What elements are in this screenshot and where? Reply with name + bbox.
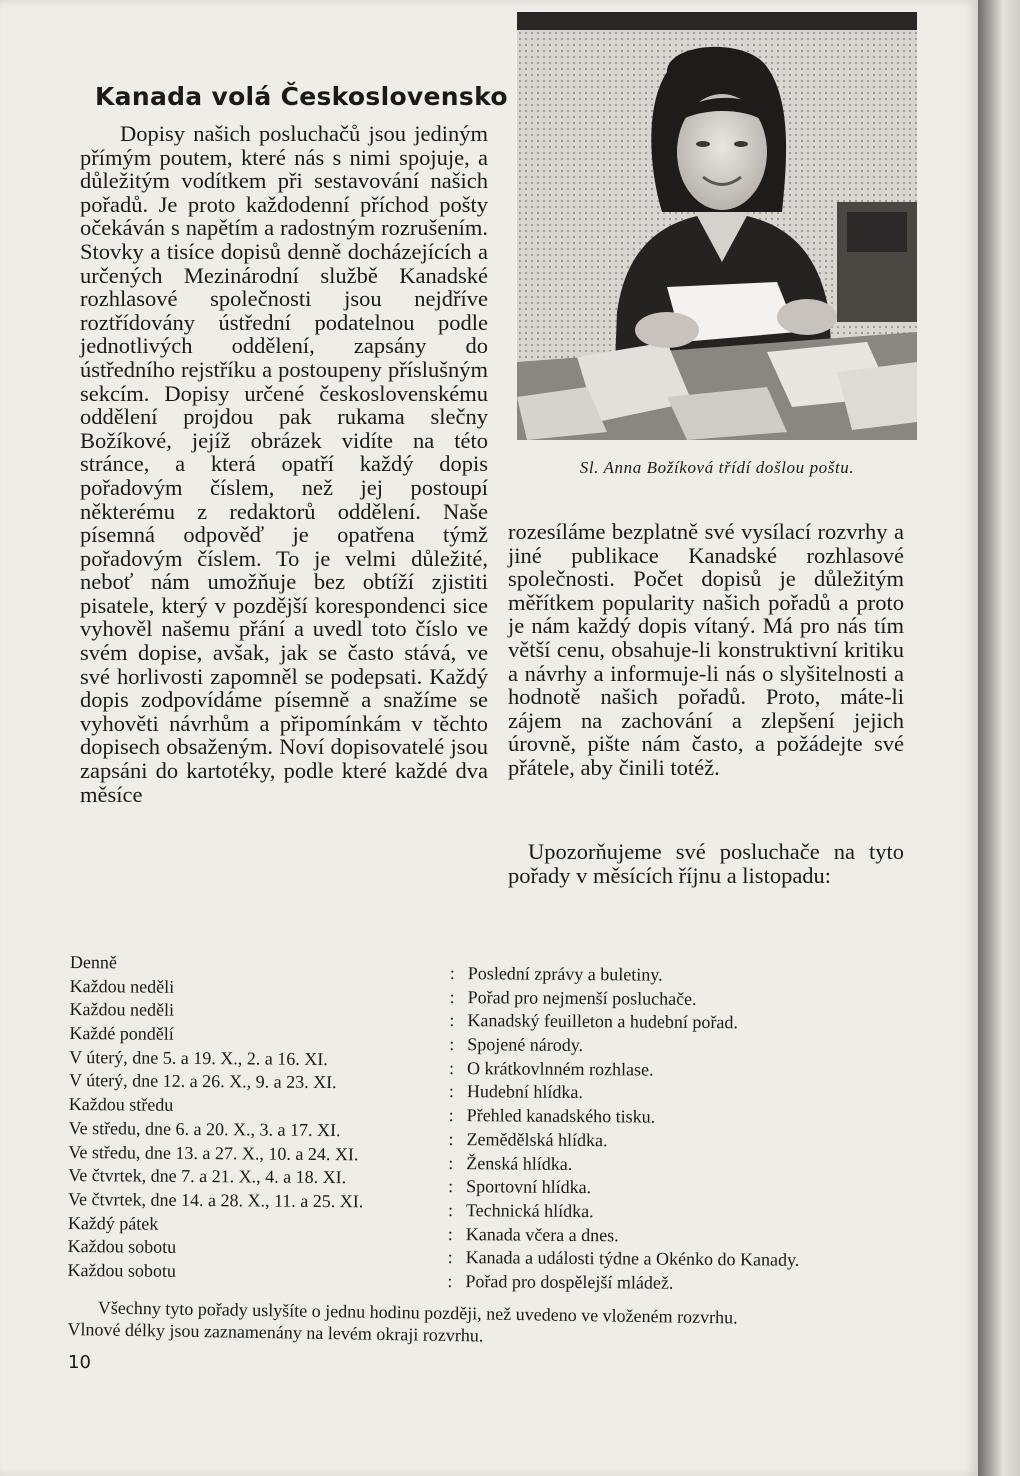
program-schedule xyxy=(67,952,910,1293)
schedule-separator: : xyxy=(447,1223,453,1244)
schedule-day: Každou neděli xyxy=(69,975,175,997)
schedule-separator: : xyxy=(448,1152,454,1173)
schedule-program: Poslední zprávy a buletiny. xyxy=(467,963,663,985)
page-number: 10 xyxy=(68,1352,91,1373)
schedule-separator: : xyxy=(448,1128,454,1149)
schedule-program: Pořad pro dospělejší mládež. xyxy=(465,1271,674,1293)
schedule-separator: : xyxy=(447,1270,453,1291)
schedule-program: Zemědělská hlídka. xyxy=(466,1128,608,1151)
schedule-separator: : xyxy=(447,1247,453,1268)
schedule-program: Přehled kanadského tisku. xyxy=(466,1105,656,1127)
schedule-day: Ve čtvrtek, dne 14. a 28. X., 11. a 25. XI. xyxy=(67,1188,364,1212)
schedule-program: Spojené národy. xyxy=(467,1034,584,1056)
photo-caption: Sl. Anna Božíková třídí došlou poštu. xyxy=(579,458,855,477)
footnote xyxy=(67,1296,898,1353)
article-body-right-notice: Upozorňujeme své posluchače na tyto pořady v měsících říjnu a listopadu: xyxy=(508,839,904,888)
schedule-program: Kanada a události týdne a Okénko do Kanady. xyxy=(465,1247,800,1270)
schedule-day: Každý pátek xyxy=(67,1212,159,1234)
schedule-day: Každé pondělí xyxy=(69,1023,174,1044)
schedule-day: Ve středu, dne 13. a 27. X., 10. a 24. XI. xyxy=(68,1141,359,1164)
footnote-line: Všechny tyto pořady uslyšíte o jednu hodinu později, než uvedeno ve vloženém rozvrhu. xyxy=(97,1297,738,1328)
schedule-day: Ve čtvrtek, dne 7. a 21. X., 4. a 18. XI. xyxy=(68,1165,347,1188)
schedule-program: Pořad pro nejmenší posluchače. xyxy=(467,986,697,1009)
schedule-program: Kanada včera a dnes. xyxy=(465,1223,619,1245)
article-title: Kanada volá Československo xyxy=(95,82,508,111)
schedule-day: Každou sobotu xyxy=(67,1236,177,1258)
schedule-program: Ženská hlídka. xyxy=(466,1152,573,1174)
schedule-separator: : xyxy=(448,1176,454,1197)
schedule-day: Každou neděli xyxy=(69,999,175,1021)
schedule-separator: : xyxy=(449,1010,455,1031)
schedule-separator: : xyxy=(449,1034,455,1055)
schedule-separator: : xyxy=(449,962,455,984)
schedule-program: Technická hlídka. xyxy=(465,1199,594,1221)
article-body-left: Dopisy našich posluchačů jsou jediným přímým poutem, které nás s nimi spojuje, a důležitým vodítkem při sestavování našich pořadů. Je proto každodenní příchod pošty očekáván s napětím a radostným rozrušením. Stovky a tisíce dopisů denně docházejících a určených Mezinárodní službě Kanadské rozhlasové společnosti jsou nejdříve roztřídovány ústřední podatelnou podle jednotlivých oddělení, zapsány do ústředního rejstříku a postoupeny příslušným sekcím. Dopisy určené československému oddělení projdou pak rukama slečny Božíkové, jejíž obrázek vidíte na této stránce, a která opatří každý dopis pořadovým číslem, než jej postoupí některému z redaktorů oddělení. Naše písemná odpověď je opatřena týmž pořadovým číslem. To je velmi důležité, neboť nám umožňuje bez obtíží zjistiti pisatele, který v pozdější korespondenci sice vyhověl našemu přání a uvedl toto číslo ve svém dopise, avšak, jak se často stává, ve své horlivosti zapomněl se podepsati. Každý dopis zodpovídáme písemně a snažíme se vyhověti návrhům a připomínkám v těchto dopisech obsaženým. Noví dopisovatelé jsou zapsáni do kartotéky, podle které každé dva měsíce xyxy=(80,121,488,807)
schedule-separator: : xyxy=(448,1105,454,1126)
schedule-program: Sportovní hlídka. xyxy=(466,1176,592,1198)
article-body-right: rozesíláme bezplatně své vysílací rozvrhy a jiné publikace Kanadské rozhlasové společnosti. Počet dopisů je důležitým měřítkem popularity našich pořadů a proto je nám každý dopis vítaný. Má pro nás tím větší cenu, obsahuje-li konstruktivní kritiku a návrhy a informuje-li nás o slyšitelnosti a hodnotě našich pořadů. Proto, máte-li zájem na zachování a zlepšení jejich úrovně, pište nám často, a požádejte své přátele, aby činili totéž. xyxy=(508,519,904,780)
adjacent-page-edge xyxy=(978,0,1020,1476)
schedule-separator: : xyxy=(448,1081,455,1102)
schedule-day: V úterý, dne 5. a 19. X., 2. a 16. XI. xyxy=(69,1046,328,1069)
schedule-program: Kanadský feuilleton a hudební pořad. xyxy=(467,1010,738,1033)
schedule-program: O krátkovlnném rozhlase. xyxy=(467,1057,654,1080)
schedule-separator: : xyxy=(449,986,455,1007)
footnote-line: Vlnové délky jsou zaznamenány na levém okraji rozvrhu. xyxy=(67,1318,484,1346)
schedule-separator: : xyxy=(449,1057,455,1078)
schedule-day: V úterý, dne 12. a 26. X., 9. a 23. XI. xyxy=(68,1070,337,1093)
schedule-day: Každou sobotu xyxy=(67,1259,177,1281)
schedule-program: Hudební hlídka. xyxy=(466,1081,583,1103)
woman-sorting-mail-photo xyxy=(517,12,917,440)
article-photo xyxy=(517,12,917,440)
schedule-day: Ve středu, dne 6. a 20. X., 3. a 17. XI. xyxy=(68,1117,341,1140)
schedule-day: Každou středu xyxy=(68,1094,174,1115)
schedule-separator: : xyxy=(447,1199,454,1220)
schedule-day: Denně xyxy=(69,952,117,973)
